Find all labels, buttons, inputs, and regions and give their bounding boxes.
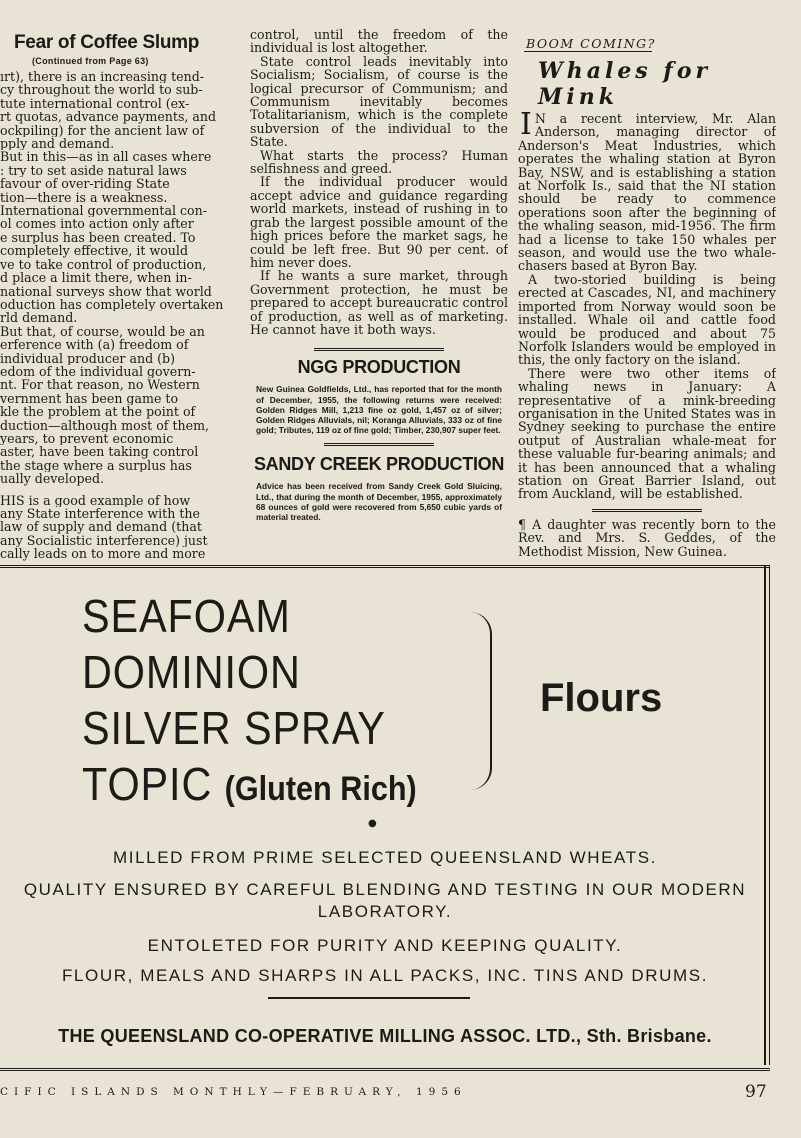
paragraph: I N a recent interview, Mr. Alan Anderson, managing director of Anderson's Meat Industries, which operates the whaling station at Byron Bay, NSW, and is establishing a station at Norfolk Is., said that the NI station should be ready to commence operations soon after the beginning of the whaling season, mid-1956. The firm had a license to take 150 whales per season, and would use the two whale-chasers based at Byron Bay. [518,107,776,274]
text-line: oduction has completely overtaken [0,297,224,312]
text-line: cally leads on to more and more [0,547,206,561]
article-heading: Fear of Coffee Slump [14,32,200,53]
text-line: pply and demand. [0,137,115,151]
paragraph: State control leads inevitably into Socialism; Socialism, of course is the logical precursor of Communism; and Communism inevitably becomes Totalitarianism, which is the complete subversion of the individual to the State. [250,53,508,150]
whales-body [518,107,776,502]
text-line: But in this—as in all cases where [0,150,212,164]
text-line: rld demand. [0,311,78,325]
paragraph: A two-storied building is being erected at Cascades, NI, and machinery imported from Norway would soon be installed. Whale oil and cattle food would be produced and about 75 Norfolk Islanders would be employed in this, the only factory on the island. [518,271,776,368]
text-line: International governmental con- [0,204,208,218]
birth-notice [518,518,776,558]
paragraph [0,494,240,561]
kicker: BOOM COMING? [526,36,656,51]
text-line: rt quotas, advance payments, and [0,110,217,124]
ad-line: ENTOLETED FOR PURITY AND KEEPING QUALITY. [147,936,623,955]
text-line: any State interference with the [0,507,200,521]
paragraph: If he wants a sure market, through Government protection, he must be prepared to accept bureaucratic control of production, as well as of marketing. He cannot have it both ways. [250,268,508,337]
brand-name: SEAFOAM [82,590,291,642]
coffee-article [0,28,240,561]
ad-line: MILLED FROM PRIME SELECTED QUEENSLAND WHEATS. [113,848,657,867]
text-line: law of supply and demand (that [0,520,202,534]
middle-column [250,28,508,522]
text-line: HIS is a good example of how [0,493,191,507]
paragraph: What starts the process? Human selfishness and greed. [250,147,508,177]
whales-article [518,28,776,558]
text-line: ol comes into action only after [0,217,194,231]
page-number: 97 [745,1082,767,1102]
text-line: : try to set aside natural laws [0,163,187,178]
text-line: individual producer and (b) [0,351,176,365]
text-line: tion—there is a weakness. [0,190,168,205]
drop-cap: I [520,107,532,142]
paragraph: If the individual producer would accept advice and guidance regarding world markets, instead of rushing in to grab the largest possible amount of the high prices before the market sags, he could be left free. But 90 per cent. of him never does. [250,174,508,270]
article-heading: Whales for Mink [538,58,712,110]
company-name: THE QUEENSLAND CO-OPERATIVE MILLING ASSOC. LTD., Sth. Brisbane. [58,1026,712,1046]
paragraph: There were two other items of whaling news in January: A representative of a mink-breeding organisation in the United States was in Sydney seeking to purchase the entire output of Australian whale-meat for these valuable fur-bearing animals; and it has been announced that a whaling station on Great Barrier Island, out from Auckland, will be established. [518,365,776,502]
ad-line: LABORATORY. [317,902,453,921]
brand-list [82,588,417,817]
text-line: But that, of course, would be an [0,324,205,339]
paragraph: ¶ A daughter was recently born to the Rev. and Mrs. S. Geddes, of the Methodist Mission, New Guinea. [518,516,776,558]
coffee-body [0,70,240,561]
text-line: nt. For that reason, no Western [0,378,200,392]
text-line: national surveys show that world [0,284,212,298]
ad-line: FLOUR, MEALS AND SHARPS IN ALL PACKS, INC. TINS AND DRUMS. [61,966,709,985]
text-line: completely effective, it would [0,244,189,258]
divider [268,997,470,999]
ngg-heading: NGG PRODUCTION [297,357,461,378]
ngg-notice: New Guinea Goldfields, Ltd., has reported that for the month of December, 1955, the following returns were received: Golden Ridges Mill, 1,213 fine oz gold, 1,457 oz of silver; Golden Ridges Alluvials, nil; Koranga Alluvials, 333 oz of fine gold; Tributes, 119 oz of fine gold; Timber, 230,907 super feet. [256,384,502,436]
text-line: years, to prevent economic [0,431,174,446]
border [764,565,770,1065]
magazine-title: CIFIC ISLANDS MONTHLY—FEBRUARY, 1956 [0,1086,467,1098]
text-line: ually developed. [0,472,105,486]
coffee-continuation [250,28,508,336]
text-line: kle the problem at the point of [0,405,196,419]
text-line: edom of the individual govern- [0,364,196,379]
text-line: ve to take control of production, [0,257,207,272]
text-line: duction—although most of them, [0,418,210,432]
text-line: ırt), there is an increasing tend- [0,70,205,84]
text-line: erference with (a) freedom of [0,338,189,352]
text-line: d place a limit there, when in- [0,271,192,285]
brand-name: SILVER SPRAY [82,702,386,754]
text-line: vernment has been game to [0,391,179,406]
continued-note: (Continued from Page 63) [32,56,149,66]
paragraph [0,70,240,150]
bullet: ● [368,818,377,829]
text-line: aster, have been taking control [0,445,199,459]
paragraph [0,150,240,324]
brand-name: TOPIC (Gluten Rich) [82,758,417,810]
text-line: favour of over-riding State [0,177,170,191]
ad-line: QUALITY ENSURED BY CAREFUL BLENDING AND TESTING IN OUR MODERN [23,880,747,899]
product-label: Flours [540,676,663,720]
paragraph: control, until the freedom of the individual is lost altogether. [250,28,508,56]
sandy-creek-notice: Advice has been received from Sandy Creek Gold Sluicing, Ltd., that during the month of December, 1955, approximately 68 ounces of gold were recovered from 5,650 cubic yards of material treated. [256,481,502,522]
text-line: ockpiling) for the ancient law of [0,123,205,138]
bracket [470,612,492,790]
text-line: the stage where a surplus has [0,458,192,473]
text-line: any Socialistic interference) just [0,533,208,548]
text-line: e surplus has been created. To [0,230,196,245]
paragraph [0,325,240,486]
sandy-creek-heading: SANDY CREEK PRODUCTION [253,454,505,475]
gluten-note: (Gluten Rich) [224,770,417,808]
brand-name: DOMINION [82,646,301,698]
text-line: tute international control (ex- [0,96,190,111]
text-line: cy throughout the world to sub- [0,83,203,97]
flour-advertisement [0,565,770,1071]
kicker-underline [524,51,652,52]
